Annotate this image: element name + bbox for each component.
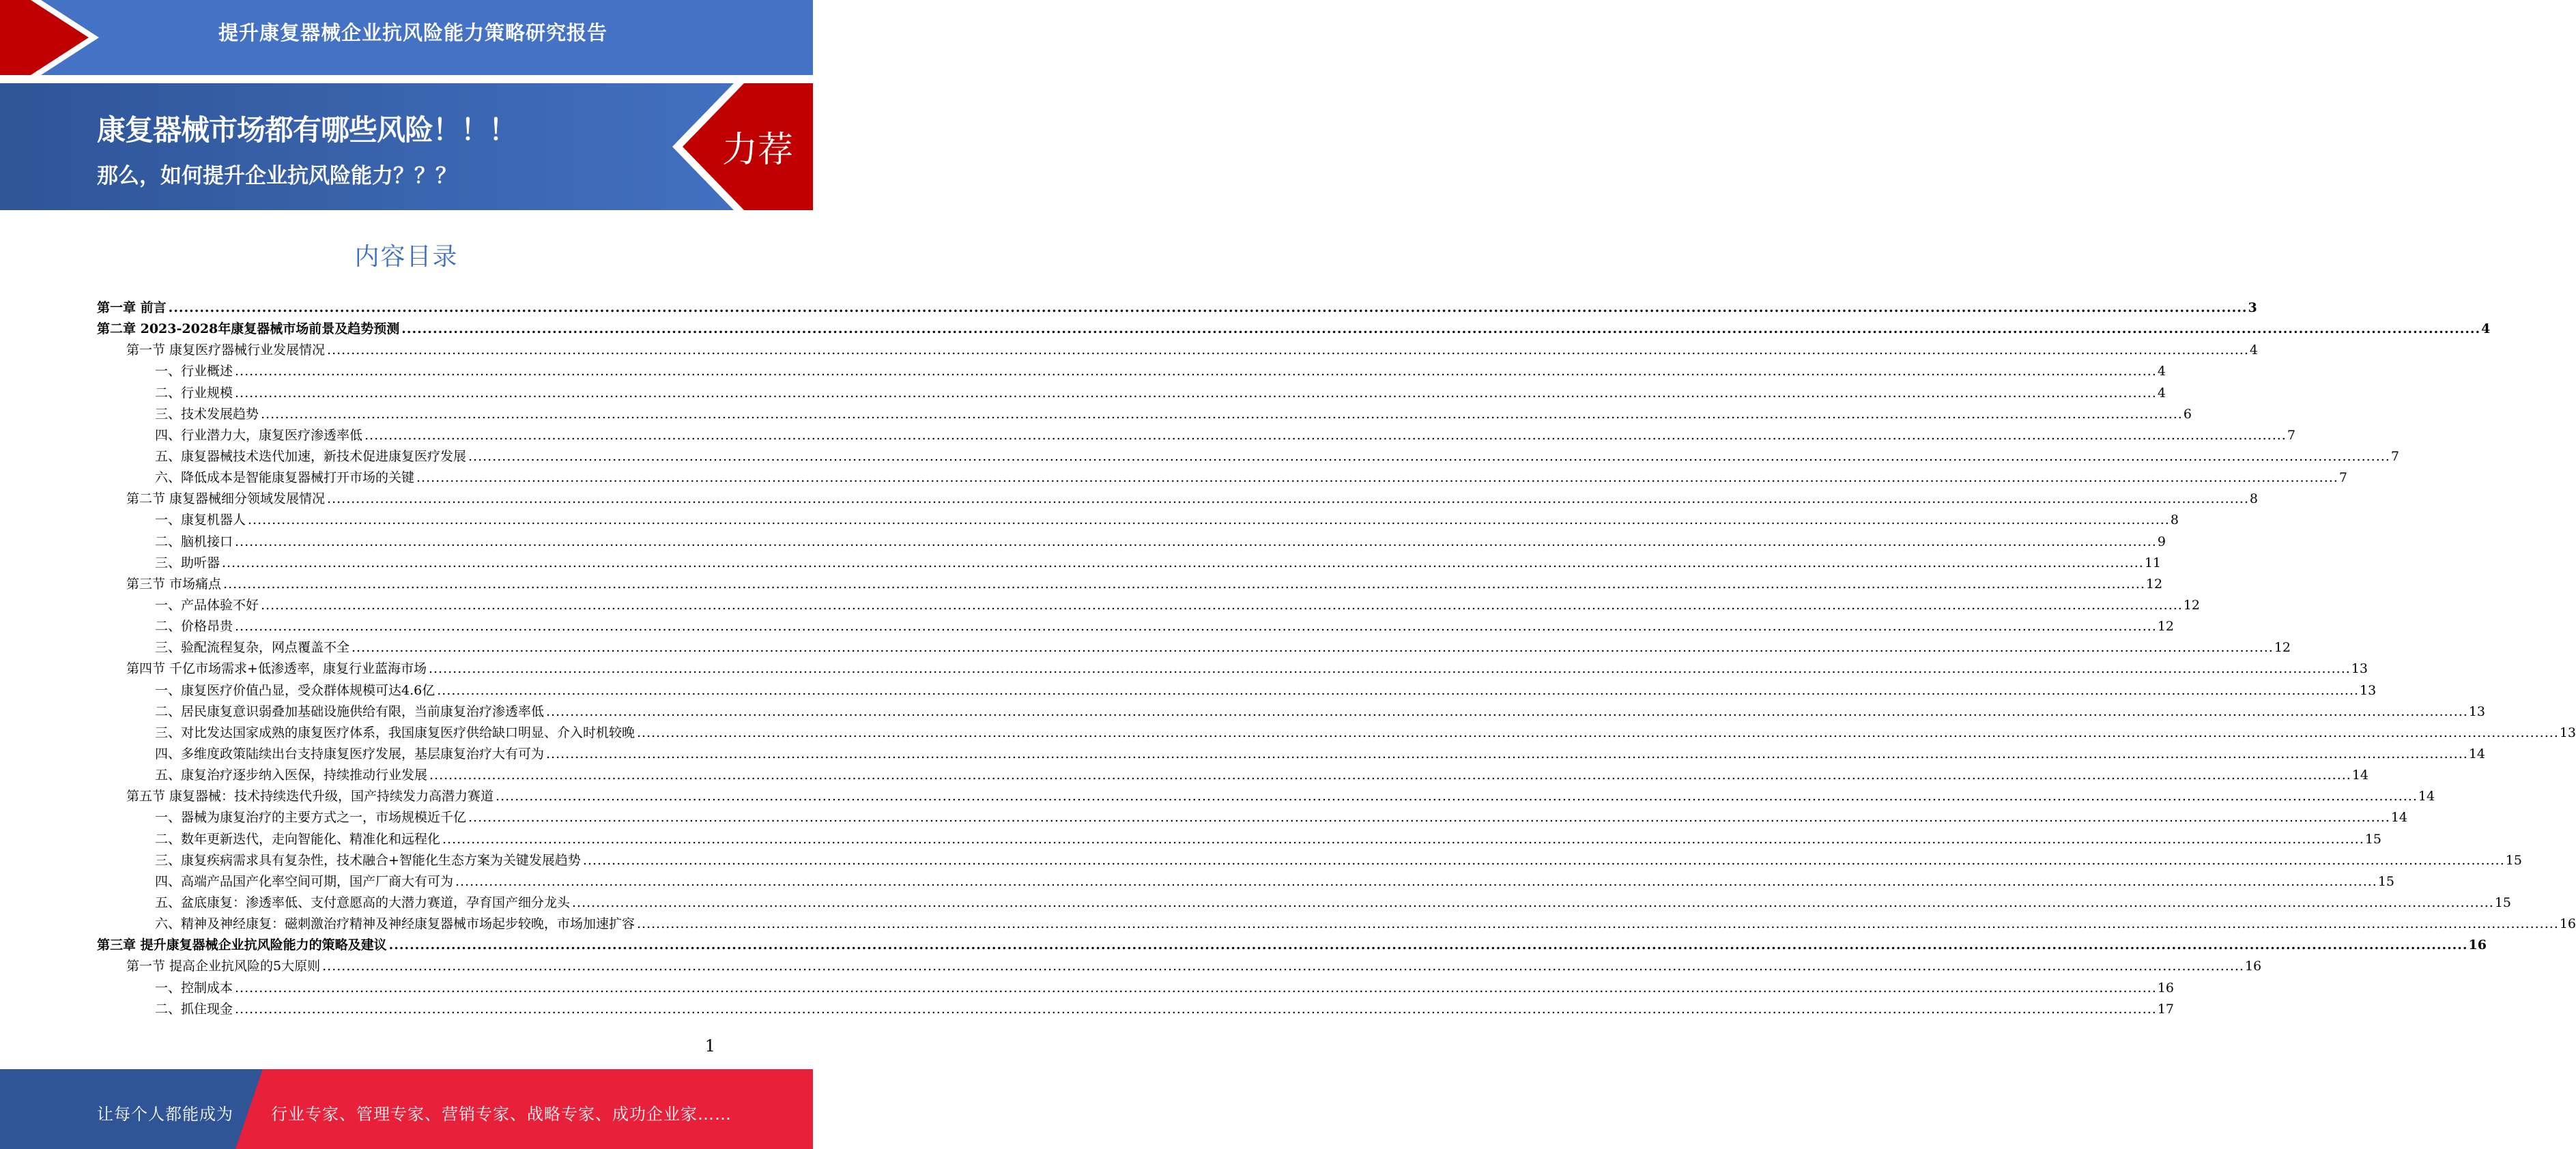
toc-entry-page: 15 <box>2377 873 2395 889</box>
toc-entry-label: 六、精神及神经康复：磁刺激治疗精神及神经康复器械市场起步较晚，市场加速扩容 <box>155 916 635 932</box>
toc-entry[interactable] <box>97 914 2576 935</box>
toc-entry-page: 16 <box>2559 916 2576 932</box>
toc-entry-label: 三、助听器 <box>155 555 220 570</box>
toc-entry-page: 13 <box>2559 725 2576 740</box>
toc-entry-label: 六、降低成本是智能康复器械打开市场的关键 <box>155 470 415 486</box>
toc-leader-dots: ................................................................................................................................................................................................................................................................................................................................................................................................................ <box>572 895 2494 910</box>
toc-entry-page: 12 <box>2145 576 2163 592</box>
toc-entry-page: 14 <box>2418 789 2435 804</box>
toc-entry[interactable] <box>97 446 2399 467</box>
toc-entry-label: 一、控制成本 <box>155 980 233 995</box>
toc-entry-label: 第一节 提高企业抗风险的5大原则 <box>126 959 321 974</box>
toc-entry[interactable] <box>97 680 2377 701</box>
toc-entry[interactable] <box>97 723 2576 744</box>
toc-entry[interactable] <box>97 404 2192 425</box>
toc-entry[interactable] <box>97 361 2166 382</box>
toc-entry[interactable] <box>97 978 2175 999</box>
footer-slogan-left: 让每个人都能成为 <box>97 1105 233 1124</box>
toc-entry[interactable] <box>97 701 2486 723</box>
toc-entry[interactable] <box>97 425 2295 446</box>
toc-entry[interactable] <box>97 595 2201 616</box>
toc-entry-page: 14 <box>2351 768 2369 783</box>
toc-leader-dots: ................................................................................................................................................................................................................................................................................................................................................................................................................ <box>364 427 2287 443</box>
toc-entry-label: 四、高端产品国产化率空间可期，国产厂商大有可为 <box>155 873 454 889</box>
toc-entry-page: 8 <box>2170 512 2179 528</box>
toc-entry-label: 一、产品体验不好 <box>155 597 259 613</box>
toc-entry-label: 二、数年更新迭代，走向智能化、精准化和远程化 <box>155 831 441 847</box>
toc-leader-dots: ................................................................................................................................................................................................................................................................................................................................................................................................................ <box>637 916 2559 932</box>
toc-entry[interactable] <box>97 297 2257 319</box>
table-of-contents <box>97 297 2576 1020</box>
banner-subheadline: 那么，如何提升企业抗风险能力？？？ <box>97 164 457 188</box>
toc-leader-dots: ................................................................................................................................................................................................................................................................................................................................................................................................................ <box>327 343 2249 358</box>
toc-entry-page: 13 <box>2360 682 2377 698</box>
toc-entry-page: 7 <box>2390 448 2399 464</box>
toc-entry-label: 第三章 提升康复器械企业抗风险能力的策略及建议 <box>97 937 387 953</box>
toc-entry[interactable] <box>97 850 2522 871</box>
toc-entry-label: 三、对比发达国家成熟的康复医疗体系，我国康复医疗供给缺口明显、介入时机较晚 <box>155 725 635 740</box>
toc-leader-dots: ................................................................................................................................................................................................................................................................................................................................................................................................................ <box>468 448 2390 464</box>
toc-entry[interactable] <box>97 829 2382 850</box>
toc-entry-label: 第五节 康复器械：技术持续迭代升级，国产持续发力高潜力赛道 <box>126 789 494 804</box>
toc-entry-page: 13 <box>2468 703 2486 719</box>
toc-entry-label: 第四节 千亿市场需求+低渗透率，康复行业蓝海市场 <box>126 661 427 677</box>
toc-entry-label: 一、器械为康复治疗的主要方式之一，市场规模近千亿 <box>155 810 467 826</box>
banner-headline: 康复器械市场都有哪些风险！！！ <box>97 113 517 147</box>
footer-slogan-right: 行业专家、管理专家、营销专家、战略专家、成功企业家…… <box>271 1105 732 1124</box>
toc-leader-dots: ................................................................................................................................................................................................................................................................................................................................................................................................................ <box>261 406 2183 422</box>
toc-leader-dots: ................................................................................................................................................................................................................................................................................................................................................................................................................ <box>455 873 2377 889</box>
toc-entry[interactable] <box>97 807 2408 828</box>
toc-entry-page: 9 <box>2157 534 2166 549</box>
toc-leader-dots: ................................................................................................................................................................................................................................................................................................................................................................................................................ <box>468 810 2390 826</box>
toc-entry[interactable] <box>97 935 2487 956</box>
toc-entry-page: 6 <box>2183 406 2192 422</box>
report-title: 提升康复器械企业抗风险能力策略研究报告 <box>218 21 607 44</box>
toc-leader-dots: ................................................................................................................................................................................................................................................................................................................................................................................................................ <box>388 937 2468 953</box>
toc-entry-label: 三、技术发展趋势 <box>155 406 259 422</box>
toc-title: 内容目录 <box>354 243 459 271</box>
toc-entry-label: 三、康复疾病需求具有复杂性，技术融合+智能化生态方案为关键发展趋势 <box>155 852 581 868</box>
toc-entry-label: 一、康复医疗价值凸显，受众群体规模可达4.6亿 <box>155 682 435 698</box>
toc-entry-page: 3 <box>2248 300 2257 315</box>
toc-entry-page: 14 <box>2390 810 2408 826</box>
toc-entry-label: 四、多维度政策陆续出台支持康复医疗发展，基层康复治疗大有可为 <box>155 746 545 761</box>
toc-entry-page: 14 <box>2468 746 2486 761</box>
toc-entry[interactable] <box>97 319 2491 340</box>
toc-entry-page: 17 <box>2157 1001 2175 1017</box>
toc-leader-dots: ................................................................................................................................................................................................................................................................................................................................................................................................................ <box>235 980 2157 995</box>
toc-leader-dots: ................................................................................................................................................................................................................................................................................................................................................................................................................ <box>235 1001 2157 1017</box>
toc-leader-dots: ................................................................................................................................................................................................................................................................................................................................................................................................................ <box>261 597 2183 613</box>
toc-entry-label: 第三节 市场痛点 <box>126 576 222 592</box>
toc-leader-dots: ................................................................................................................................................................................................................................................................................................................................................................................................................ <box>546 746 2468 761</box>
toc-entry-label: 一、行业概述 <box>155 364 233 379</box>
toc-entry-label: 二、抓住现金 <box>155 1001 233 1017</box>
toc-entry-label: 二、脑机接口 <box>155 534 233 549</box>
toc-entry-label: 三、验配流程复杂，网点覆盖不全 <box>155 640 350 656</box>
toc-entry[interactable] <box>97 532 2166 553</box>
toc-leader-dots: ................................................................................................................................................................................................................................................................................................................................................................................................................ <box>248 512 2170 528</box>
toc-leader-dots: ................................................................................................................................................................................................................................................................................................................................................................................................................ <box>327 491 2249 507</box>
toc-entry[interactable] <box>97 553 2162 574</box>
toc-entry-page: 7 <box>2287 427 2295 443</box>
toc-entry-label: 二、行业规模 <box>155 385 233 401</box>
toc-entry-page: 12 <box>2274 640 2291 656</box>
toc-entry-page: 16 <box>2244 959 2262 974</box>
toc-entry-page: 13 <box>2351 661 2368 677</box>
toc-entry-page: 4 <box>2481 321 2491 337</box>
toc-entry-page: 8 <box>2249 491 2258 507</box>
toc-leader-dots: ................................................................................................................................................................................................................................................................................................................................................................................................................ <box>546 703 2468 719</box>
toc-leader-dots: ................................................................................................................................................................................................................................................................................................................................................................................................................ <box>429 768 2351 783</box>
toc-leader-dots: ................................................................................................................................................................................................................................................................................................................................................................................................................ <box>235 385 2157 401</box>
toc-entry-label: 五、康复器械技术迭代加速，新技术促进康复医疗发展 <box>155 448 467 464</box>
toc-leader-dots: ................................................................................................................................................................................................................................................................................................................................................................................................................ <box>416 470 2338 486</box>
toc-leader-dots: ................................................................................................................................................................................................................................................................................................................................................................................................................ <box>235 619 2157 635</box>
toc-entry-label: 五、盆底康复：渗透率低、支付意愿高的大潜力赛道，孕育国产细分龙头 <box>155 895 571 910</box>
toc-entry[interactable] <box>97 786 2435 807</box>
toc-entry[interactable] <box>97 383 2166 404</box>
toc-leader-dots: ................................................................................................................................................................................................................................................................................................................................................................................................................ <box>401 321 2481 337</box>
toc-leader-dots: ................................................................................................................................................................................................................................................................................................................................................................................................................ <box>437 682 2360 698</box>
toc-leader-dots: ................................................................................................................................................................................................................................................................................................................................................................................................................ <box>428 661 2351 677</box>
toc-entry[interactable] <box>97 658 2368 680</box>
toc-entry[interactable] <box>97 765 2369 786</box>
toc-entry[interactable] <box>97 892 2512 914</box>
toc-leader-dots: ................................................................................................................................................................................................................................................................................................................................................................................................................ <box>235 364 2157 379</box>
toc-entry-page: 4 <box>2157 385 2166 401</box>
toc-entry[interactable] <box>97 489 2258 510</box>
toc-entry-page: 15 <box>2364 831 2382 847</box>
toc-entry-page: 15 <box>2505 852 2522 868</box>
toc-leader-dots: ................................................................................................................................................................................................................................................................................................................................................................................................................ <box>235 534 2157 549</box>
toc-entry[interactable] <box>97 999 2175 1020</box>
toc-entry-label: 二、居民康复意识弱叠加基础设施供给有限，当前康复治疗渗透率低 <box>155 703 545 719</box>
toc-entry-page: 11 <box>2144 555 2162 570</box>
toc-leader-dots: ................................................................................................................................................................................................................................................................................................................................................................................................................ <box>637 725 2559 740</box>
toc-leader-dots: ................................................................................................................................................................................................................................................................................................................................................................................................................ <box>582 852 2505 868</box>
toc-entry[interactable] <box>97 574 2163 595</box>
toc-entry-page: 16 <box>2157 980 2175 995</box>
page-number: 1 <box>704 1036 715 1056</box>
toc-entry-page: 12 <box>2157 619 2175 635</box>
toc-entry-page: 16 <box>2468 937 2487 953</box>
toc-entry-page: 4 <box>2249 343 2258 358</box>
toc-entry[interactable] <box>97 510 2179 531</box>
toc-entry[interactable] <box>97 871 2395 892</box>
toc-entry-page: 7 <box>2338 470 2347 486</box>
toc-entry[interactable] <box>97 340 2258 361</box>
toc-entry[interactable] <box>97 637 2291 658</box>
toc-entry[interactable] <box>97 744 2486 765</box>
toc-entry[interactable] <box>97 467 2347 489</box>
toc-leader-dots: ................................................................................................................................................................................................................................................................................................................................................................................................................ <box>352 640 2274 656</box>
toc-leader-dots: ................................................................................................................................................................................................................................................................................................................................................................................................................ <box>222 555 2144 570</box>
toc-leader-dots: ................................................................................................................................................................................................................................................................................................................................................................................................................ <box>442 831 2364 847</box>
toc-leader-dots: ................................................................................................................................................................................................................................................................................................................................................................................................................ <box>322 959 2244 974</box>
toc-entry-label: 第二章 2023-2028年康复器械市场前景及趋势预测 <box>97 321 400 337</box>
toc-leader-dots: ................................................................................................................................................................................................................................................................................................................................................................................................................ <box>496 789 2418 804</box>
toc-leader-dots: ................................................................................................................................................................................................................................................................................................................................................................................................................ <box>168 300 2248 315</box>
recommend-badge: 力荐 <box>722 130 794 171</box>
toc-entry-label: 四、行业潜力大，康复医疗渗透率低 <box>155 427 363 443</box>
toc-entry-label: 一、康复机器人 <box>155 512 246 528</box>
toc-entry-page: 12 <box>2183 597 2201 613</box>
toc-entry-page: 4 <box>2157 364 2166 379</box>
toc-entry-label: 第一章 前言 <box>97 300 167 315</box>
toc-entry-label: 第二节 康复器械细分领域发展情况 <box>126 491 326 507</box>
toc-entry[interactable] <box>97 616 2175 637</box>
toc-entry[interactable] <box>97 956 2262 977</box>
toc-entry-label: 五、康复治疗逐步纳入医保，持续推动行业发展 <box>155 768 428 783</box>
toc-entry-label: 第一节 康复医疗器械行业发展情况 <box>126 343 326 358</box>
toc-entry-label: 二、价格昂贵 <box>155 619 233 635</box>
toc-entry-page: 15 <box>2494 895 2512 910</box>
toc-leader-dots: ................................................................................................................................................................................................................................................................................................................................................................................................................ <box>223 576 2145 592</box>
